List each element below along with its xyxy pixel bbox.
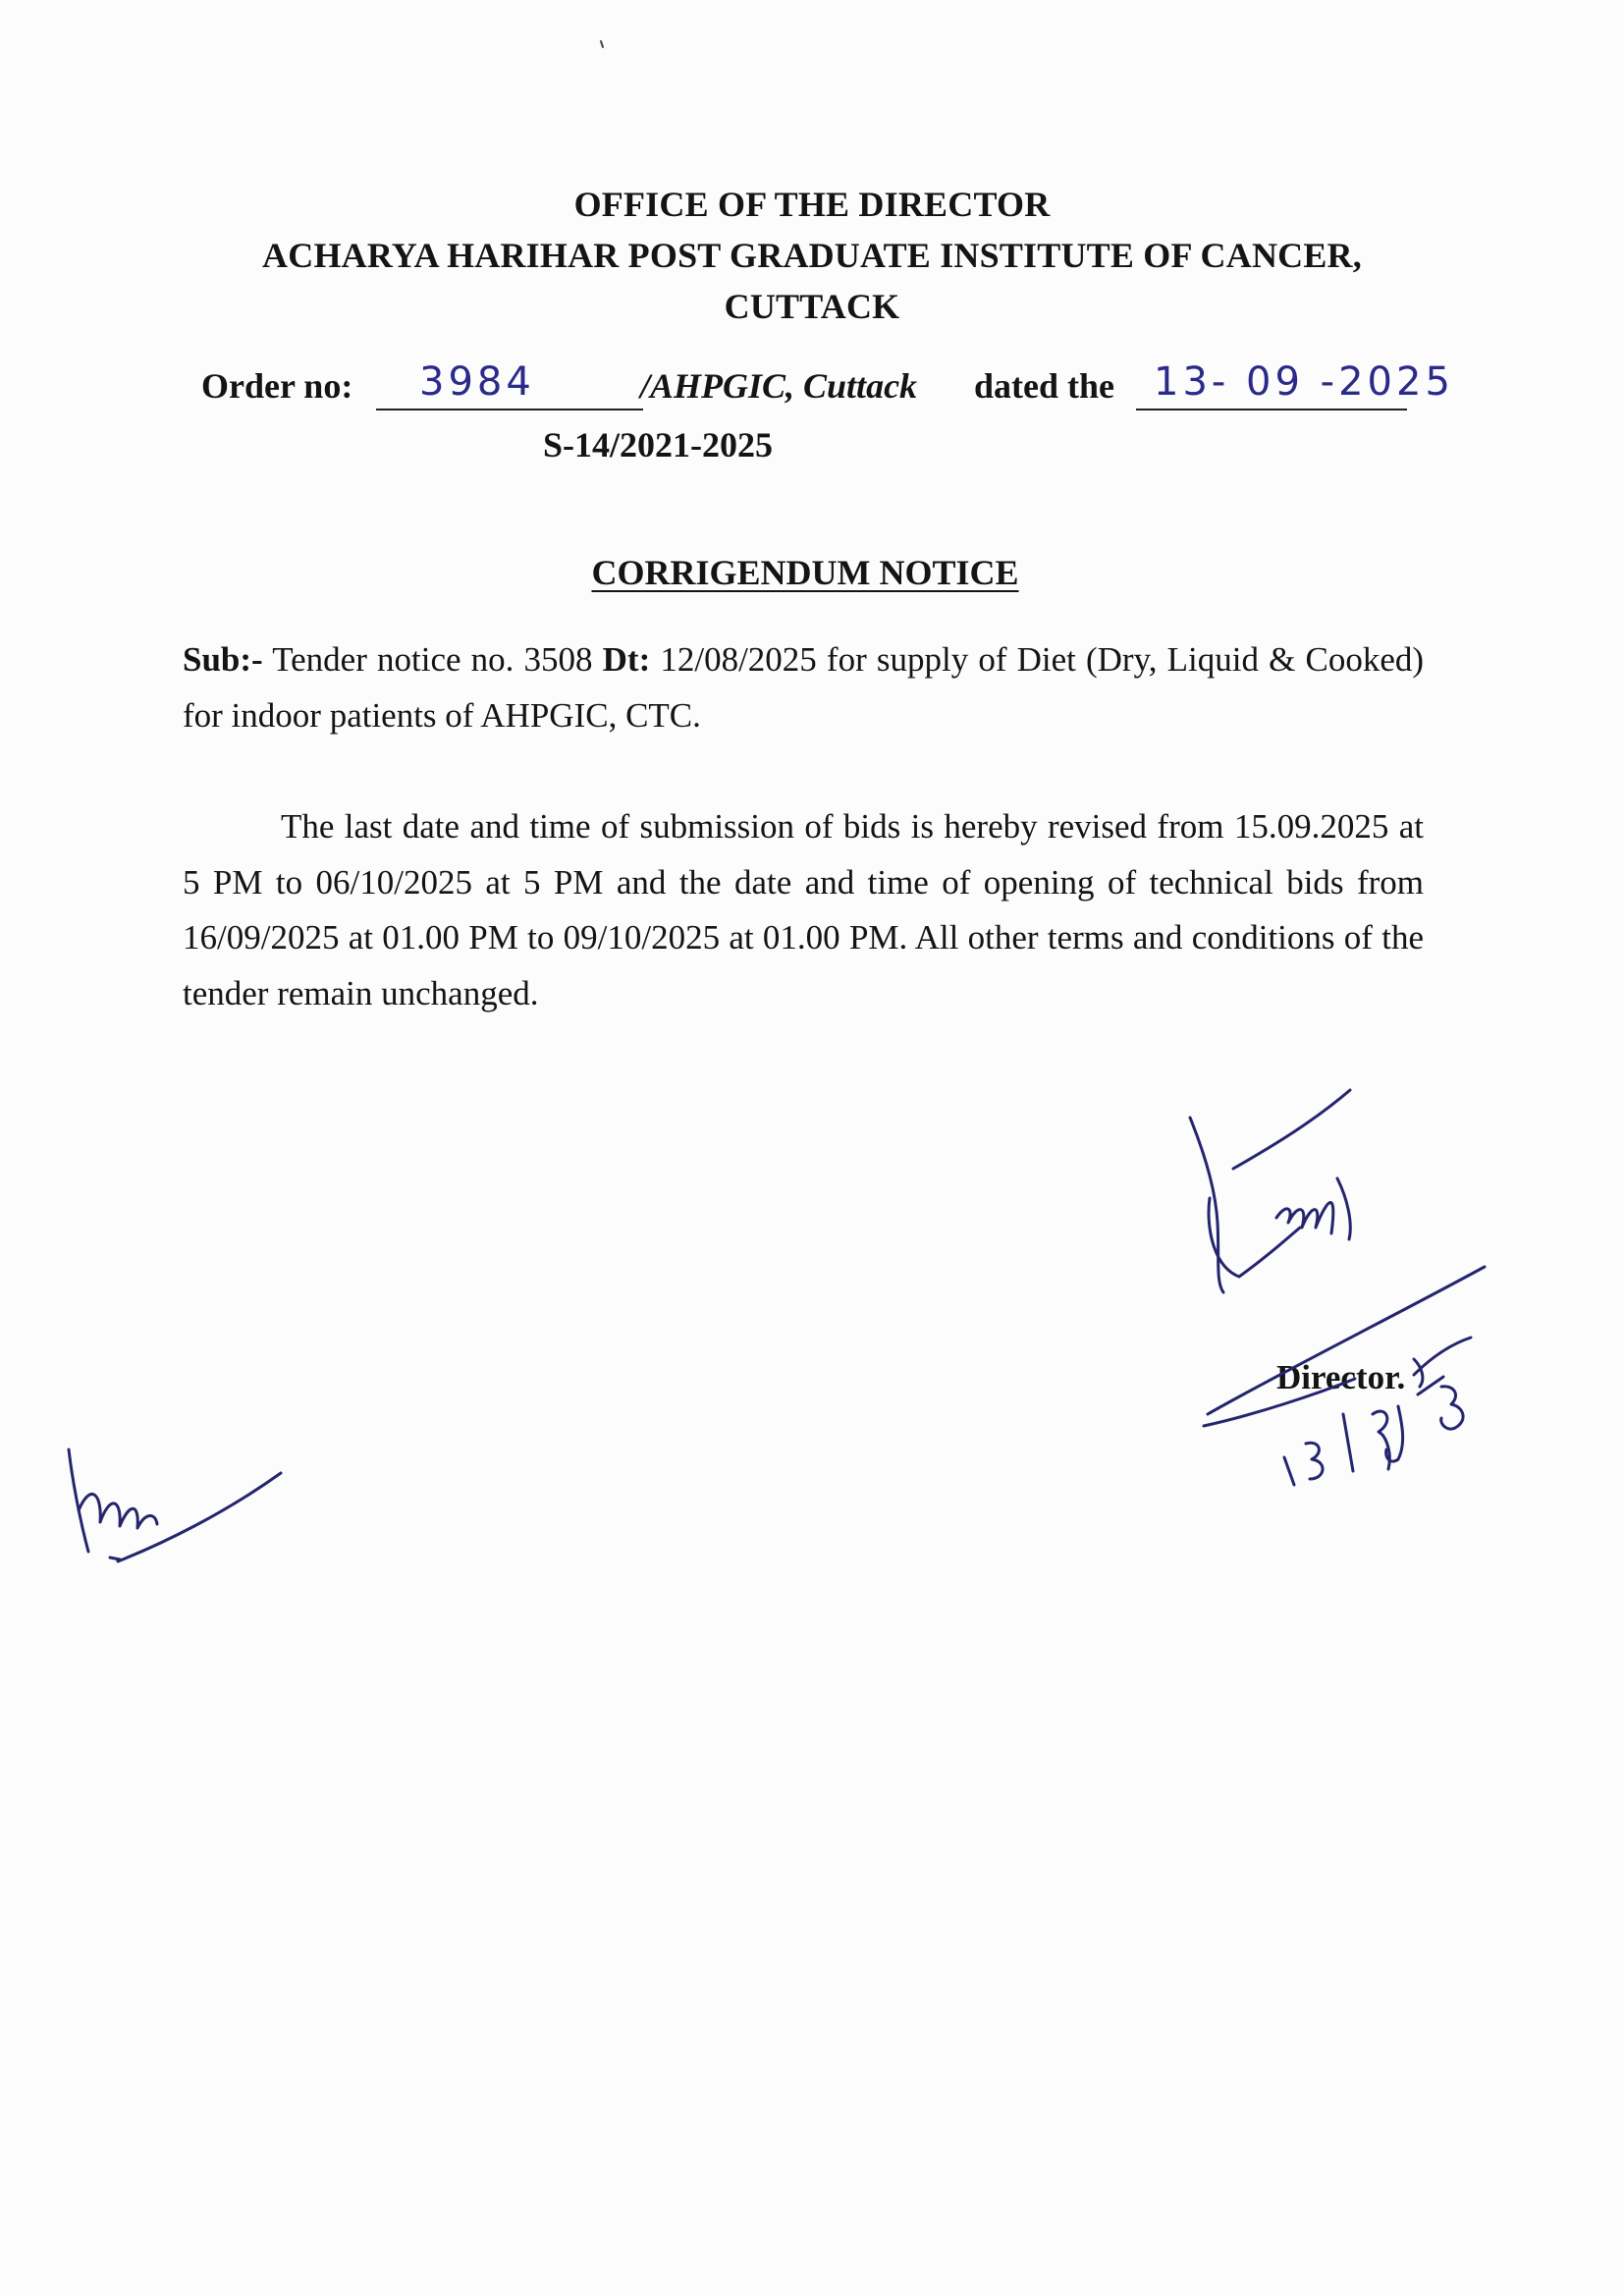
institute-city: CUTTACK	[724, 287, 900, 326]
order-number-handwritten: 3984	[419, 359, 535, 405]
file-number: S-14/2021-2025	[543, 425, 773, 465]
letterhead	[0, 179, 1624, 332]
director-designation: Director.	[1276, 1358, 1406, 1396]
notice-title-text: CORRIGENDUM NOTICE	[591, 553, 1019, 592]
date-handwritten: 13- 09 -2025	[1154, 359, 1454, 405]
notice-title	[0, 552, 1610, 593]
office-title: OFFICE OF THE DIRECTOR	[573, 185, 1051, 224]
subject-text-1: Tender notice no. 3508	[262, 640, 603, 679]
dated-label: dated the	[974, 366, 1114, 406]
subject-paragraph	[183, 631, 1424, 743]
subject-text-2: 12/08/2025 for supply of Diet (Dry, Liquid & Cooked) for indoor patients of AHPGIC, CTC.	[183, 640, 1425, 735]
subject-label: Sub:-	[183, 640, 263, 679]
left-initials-signature	[69, 1449, 281, 1561]
body-paragraph: The last date and time of submission of bids is hereby revised from 15.09.2025 at 5 PM to 06/10/2025 at 5 PM and the date and time of opening of technical bids from 16/09/2025 at 01.00 PM to 09/10/2025 at 01.00 PM. All other terms and conditions of the tender remain unchanged.	[183, 807, 1424, 1012]
date-label: Dt:	[602, 640, 651, 679]
institute-name: ACHARYA HARIHAR POST GRADUATE INSTITUTE OF CANCER,	[262, 236, 1362, 275]
order-label: Order no:	[201, 366, 353, 406]
order-suffix: /AHPGIC, Cuttack	[640, 366, 918, 406]
